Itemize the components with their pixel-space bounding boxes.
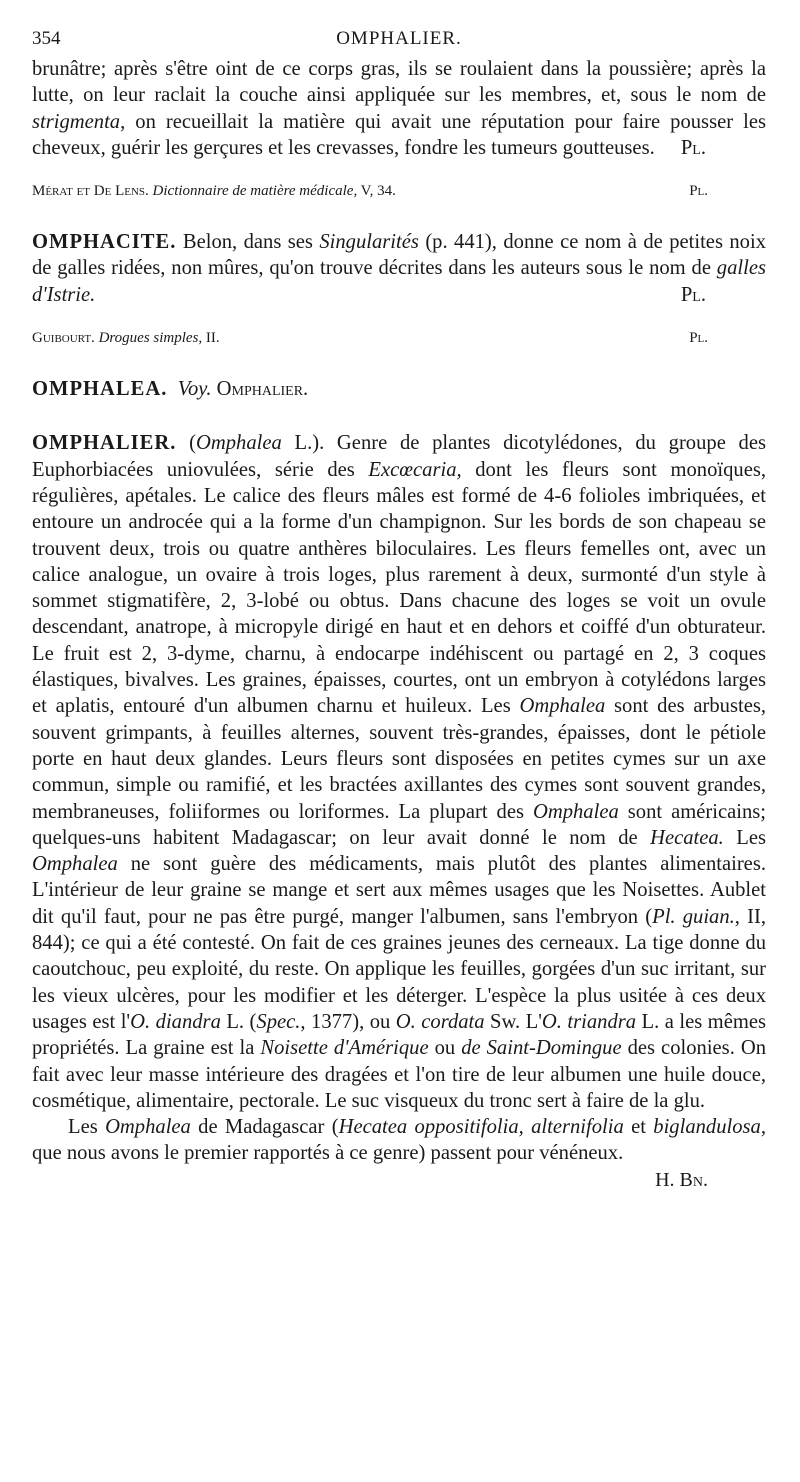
entry-omphalea: OMPHALEA. Voy. Omphalier. [32,378,309,401]
reference-guibourt: Guibourt. Drogues simples, II. Pl. [32,330,708,347]
entry-term: OMPHALIER. [32,432,177,455]
entry-omphacite: OMPHACITE. Belon, dans ses Singularités (p. 441), donne ce nom à de petites noix de galles ridées, non mûres, qu'on trouve décrites dans les auteurs sous le nom de galles d'Istrie. Pl. [32,229,766,308]
entry-term: OMPHALEA. [32,378,168,401]
signature: Pl. [689,183,708,200]
cross-reference: Omphalier. [216,378,309,401]
intro-paragraph: brunâtre; après s'être oint de ce corps gras, ils se roulaient dans la poussière; après la lutte, on leur raclait la couche ainsi appliquée sur les membres, et, sous le nom de strigmenta, on recueillait la matière qui avait une réputation pour faire pousser les cheveux, guérir les gerçures et les crevasses, fondre les tumeurs goutteuses. Pl. [32,56,766,161]
running-title: OMPHALIER. [336,28,462,49]
page-number: 354 [32,28,61,49]
omphalier-paragraph-2: Les Omphalea de Madagascar (Hecatea oppositifolia, alternifolia et biglandulosa, que nous avons le premier rapportés à ce genre) passent pour vénéneux. [32,1116,766,1165]
signature: Pl. [680,283,706,306]
entry-term: OMPHACITE. [32,231,177,254]
page-header [32,28,766,56]
reference-merat: Mérat et De Lens. Dictionnaire de matière médicale, V, 34. Pl. [32,183,708,200]
signature: Pl. [680,136,706,159]
signature: Pl. [689,330,708,347]
author-signature: H. Bn. [655,1168,708,1191]
page [32,28,766,1193]
entry-omphalier: OMPHALIER. (Omphalea L.). Genre de plantes dicotylédones, du groupe des Euphorbiacées uniovulées, série des Excœcaria, dont les fleurs sont monoïques, régulières, apétales. Le calice des fleurs mâles est formé de 4-6 folioles imbriquées, et entoure un androcée qui a la forme d'un champignon. Sur les bords de son chapeau se trouvent deux, trois ou quatre anthères biloculaires. Les fleurs femelles ont, avec un calice analogue, un ovaire à trois loges, plus rarement à deux, surmonté d'un style à sommet stigmatifère, 2, 3-lobé ou obtus. Dans chacune des loges se voit un ovule descendant, anatrope, à micropyle dirigé en haut et en dehors et coiffé d'un obturateur. Le fruit est 2, 3-dyme, charnu, à endocarpe indéhiscent ou partagé en 2, 3 coques élastiques, bivalves. Les graines, épaisses, courtes, ont un embryon à cotylédons larges et aplatis, entouré d'un albumen charnu et huileux. Les Omphalea sont des arbustes, souvent grimpants, à feuilles alternes, souvent très-grandes, épaisses, dont le pétiole porte en haut deux glandes. Leurs fleurs sont disposées en petites cymes sur un axe commun, simple ou ramifié, et les bractées axillantes des cymes sont souvent grandes, membraneuses, foliiformes ou loriformes. La plupart des Omphalea sont américains; quelques-uns habitent Madagascar; on leur avait donné le nom de Hecatea. Les Omphalea ne sont guère des médicaments, mais plutôt des plantes alimentaires. L'intérieur de leur graine se mange et sert aux mêmes usages que les Noisettes. Aublet dit qu'il faut, pour ne pas être purgé, manger l'albumen, sans l'embryon (Pl. guian., II, 844); ce qui a été contesté. On fait de ces graines jeunes des cerneaux. La tige donne du caoutchouc, peu exploité, du reste. On applique les feuilles, gorgées d'un suc irritant, sur les vieux ulcères, pour les modifier et les déterger. L'espèce la plus usitée à ces deux usages est l'O. diandra L. (Spec., 1377), ou O. cordata Sw. L'O. triandra L. a les mêmes propriétés. La graine est la Noisette d'Amérique ou de Saint-Domingue des colonies. On fait avec leur masse intérieure des dragées et l'on tire de leur albumen une huile douce, cosmétique, alimentaire, pectorale. Le suc visqueux du tronc sert à faire de la glu. [32,432,767,1112]
